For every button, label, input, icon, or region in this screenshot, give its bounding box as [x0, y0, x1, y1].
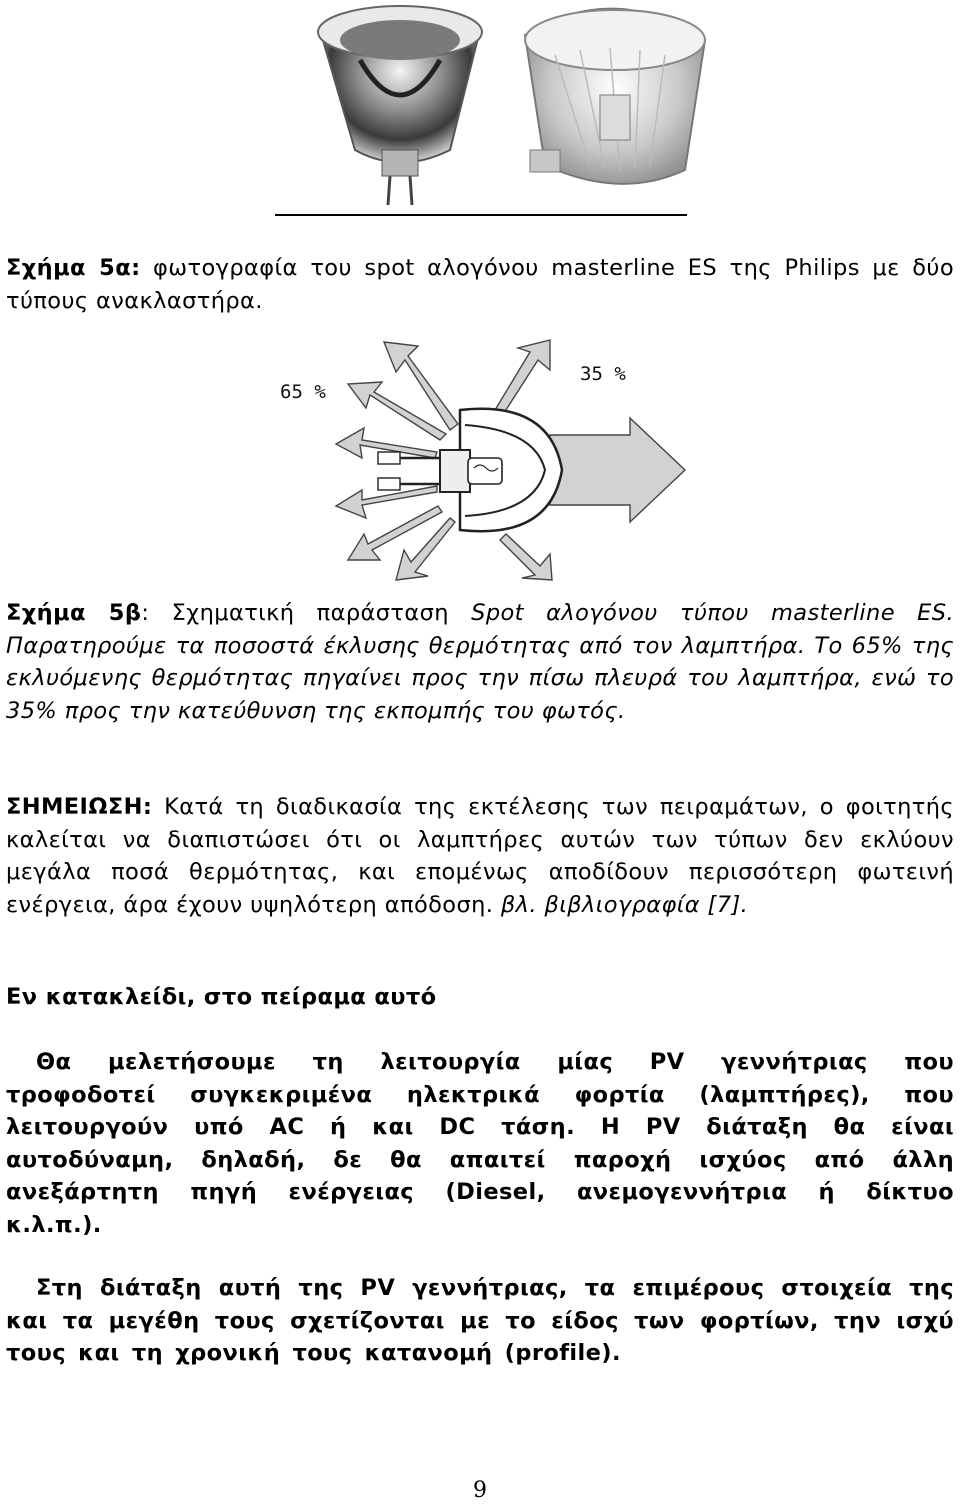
figure-5b-caption [6, 597, 954, 727]
page-number: 9 [473, 1478, 487, 1503]
conclusion-heading: Εν κατακλείδι, στο πείραμα αυτό [6, 984, 437, 1010]
figure-5b-italic-text: Spot αλογόνου τύπου masterline ES. Παρατηρούμε τα ποσοστά έκλυσης θερμότητας από τον λαμπτήρα. Το 65% της εκλυόμενης θερμότητας πηγαίνει προς την πίσω πλευρά του λαμπτήρα, ενώ το 35% προς την κατεύθυνση της εκπομπής του φωτός. [6, 600, 954, 724]
figure-5a-caption [6, 252, 954, 317]
lamp-left [318, 6, 482, 205]
figure-5b-label: Σχήμα 5β [6, 600, 142, 626]
paragraph-pv-components [6, 1272, 954, 1370]
note-label: ΣΗΜΕΙΩΣΗ: [6, 794, 153, 820]
figure-5b-text: : Σχηματική παράσταση [141, 600, 472, 626]
lamp-schematic [378, 409, 562, 532]
label-35-percent: 35 % [580, 363, 626, 385]
figure-5a-label: Σχήμα 5α: [6, 255, 141, 281]
note-reference: βλ. βιβλιογραφία [7]. [500, 891, 749, 918]
label-65-percent: 65 % [280, 381, 326, 403]
note-paragraph [6, 791, 954, 921]
paragraph-pv-generator-text: Θα μελετήσουμε τη λειτουργία μίας PV γεννήτριας που τροφοδοτεί συγκεκριμένα ηλεκτρικά φορτία (λαμπτήρες), που λειτουργούν υπό AC ή και DC τάση. Η PV διάταξη θα είναι αυτοδύναμη, δηλαδή, δε θα απαιτεί παροχή ισχύος από άλλη ανεξάρτητη πηγή ενέργειας (Diesel, ανεμογεννήτρια ή δίκτυο κ.λ.π.). [6, 1049, 954, 1238]
figure-5a-text: φωτογραφία του spot αλογόνου masterline ES της Philips με δύο τύπους ανακλαστήρα. [6, 255, 954, 314]
paragraph-pv-generator [6, 1046, 954, 1241]
lamp-heat-diagram [280, 340, 690, 580]
paragraph-pv-components-text: Στη διάταξη αυτή της PV γεννήτριας, τα επιμέρους στοιχεία της και τα μεγέθη τους σχετίζονται με το είδος των φορτίων, την ισχύ τους και τη χρονική τους κατανομή (profile). [6, 1275, 954, 1366]
lamp-right [525, 9, 705, 184]
note-text: Κατά τη διαδικασία της εκτέλεσης των πειραμάτων, ο φοιτητής καλείται να διαπιστώσει ότι οι λαμπτήρες αυτών των τύπων δεν εκλύουν μεγάλα ποσά θερμότητας, και επομένως αποδίδουν περισσότερη φωτεινή ενέργεια, άρα έχουν υψηλότερη απόδοση. [6, 794, 954, 918]
halogen-lamps-photo [300, 0, 720, 215]
figure-separator-line [275, 214, 687, 216]
